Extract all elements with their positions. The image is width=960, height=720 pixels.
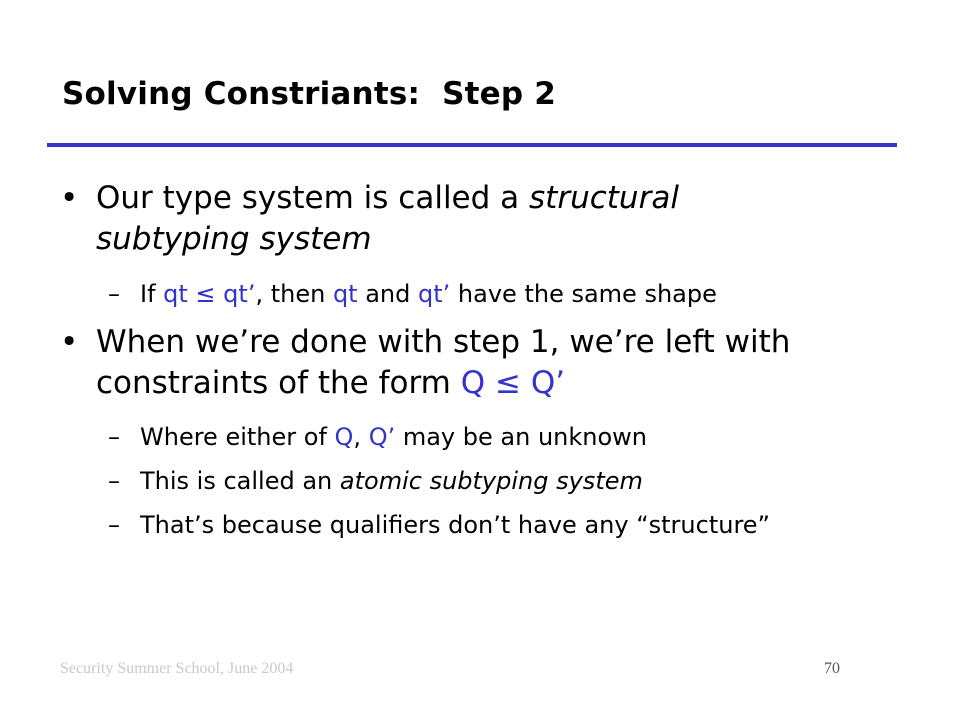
- text-run: Where either of: [140, 423, 335, 451]
- bullet-2-line-2-code: Q ≤ Q’: [460, 365, 566, 401]
- sub-bullet-2-1-text: [140, 422, 647, 452]
- bullet-2-line-1: When we’re done with step 1, we’re left with: [96, 324, 791, 360]
- code-run: Q’: [368, 423, 396, 451]
- sub-bullet-dash: –: [108, 280, 120, 308]
- bullet-dot: •: [60, 324, 79, 360]
- text-run: and: [357, 280, 419, 308]
- bullet-1-line-1-italic: structural: [529, 180, 679, 216]
- bullet-1: [60, 178, 905, 260]
- code-run: qt’: [418, 280, 451, 308]
- bullet-1-line-1-plain: Our type system is called a: [96, 180, 530, 216]
- footer-page-number: 70: [824, 660, 840, 677]
- bullet-dot: •: [60, 180, 79, 216]
- italic-run: atomic subtyping system: [339, 467, 643, 495]
- text-run: This is called an: [140, 467, 340, 495]
- bullet-2-text: [96, 322, 904, 404]
- text-run: ,: [353, 423, 369, 451]
- text-run: have the same shape: [450, 280, 717, 308]
- bullet-2: [60, 322, 905, 404]
- sub-bullet-dash: –: [108, 467, 120, 495]
- bullet-2-line-2-plain: constraints of the form: [96, 365, 461, 401]
- bullet-2-line-2: [96, 363, 904, 404]
- sub-bullet-2-3-text: That’s because qualifiers don’t have any “structure”: [140, 511, 770, 539]
- sub-bullet-dash: –: [108, 511, 120, 539]
- sub-bullet-dash: –: [108, 423, 120, 451]
- text-run: , then: [255, 280, 333, 308]
- sub-bullet-2-2-text: [140, 466, 643, 496]
- bullet-1-line-2: subtyping system: [96, 221, 372, 257]
- bullet-1-text: [96, 178, 904, 260]
- sub-bullet-1-1-text: [140, 279, 717, 309]
- title-divider: [47, 143, 897, 147]
- code-run: qt ≤ qt’: [163, 280, 256, 308]
- bullet-1-line-1: [96, 178, 904, 219]
- code-run: qt: [332, 280, 358, 308]
- footer-event: Security Summer School, June 2004: [60, 660, 294, 677]
- slide-title: Solving Constriants: Step 2: [62, 76, 557, 112]
- code-run: Q: [334, 423, 354, 451]
- text-run: If: [140, 280, 164, 308]
- text-run: may be an unknown: [395, 423, 647, 451]
